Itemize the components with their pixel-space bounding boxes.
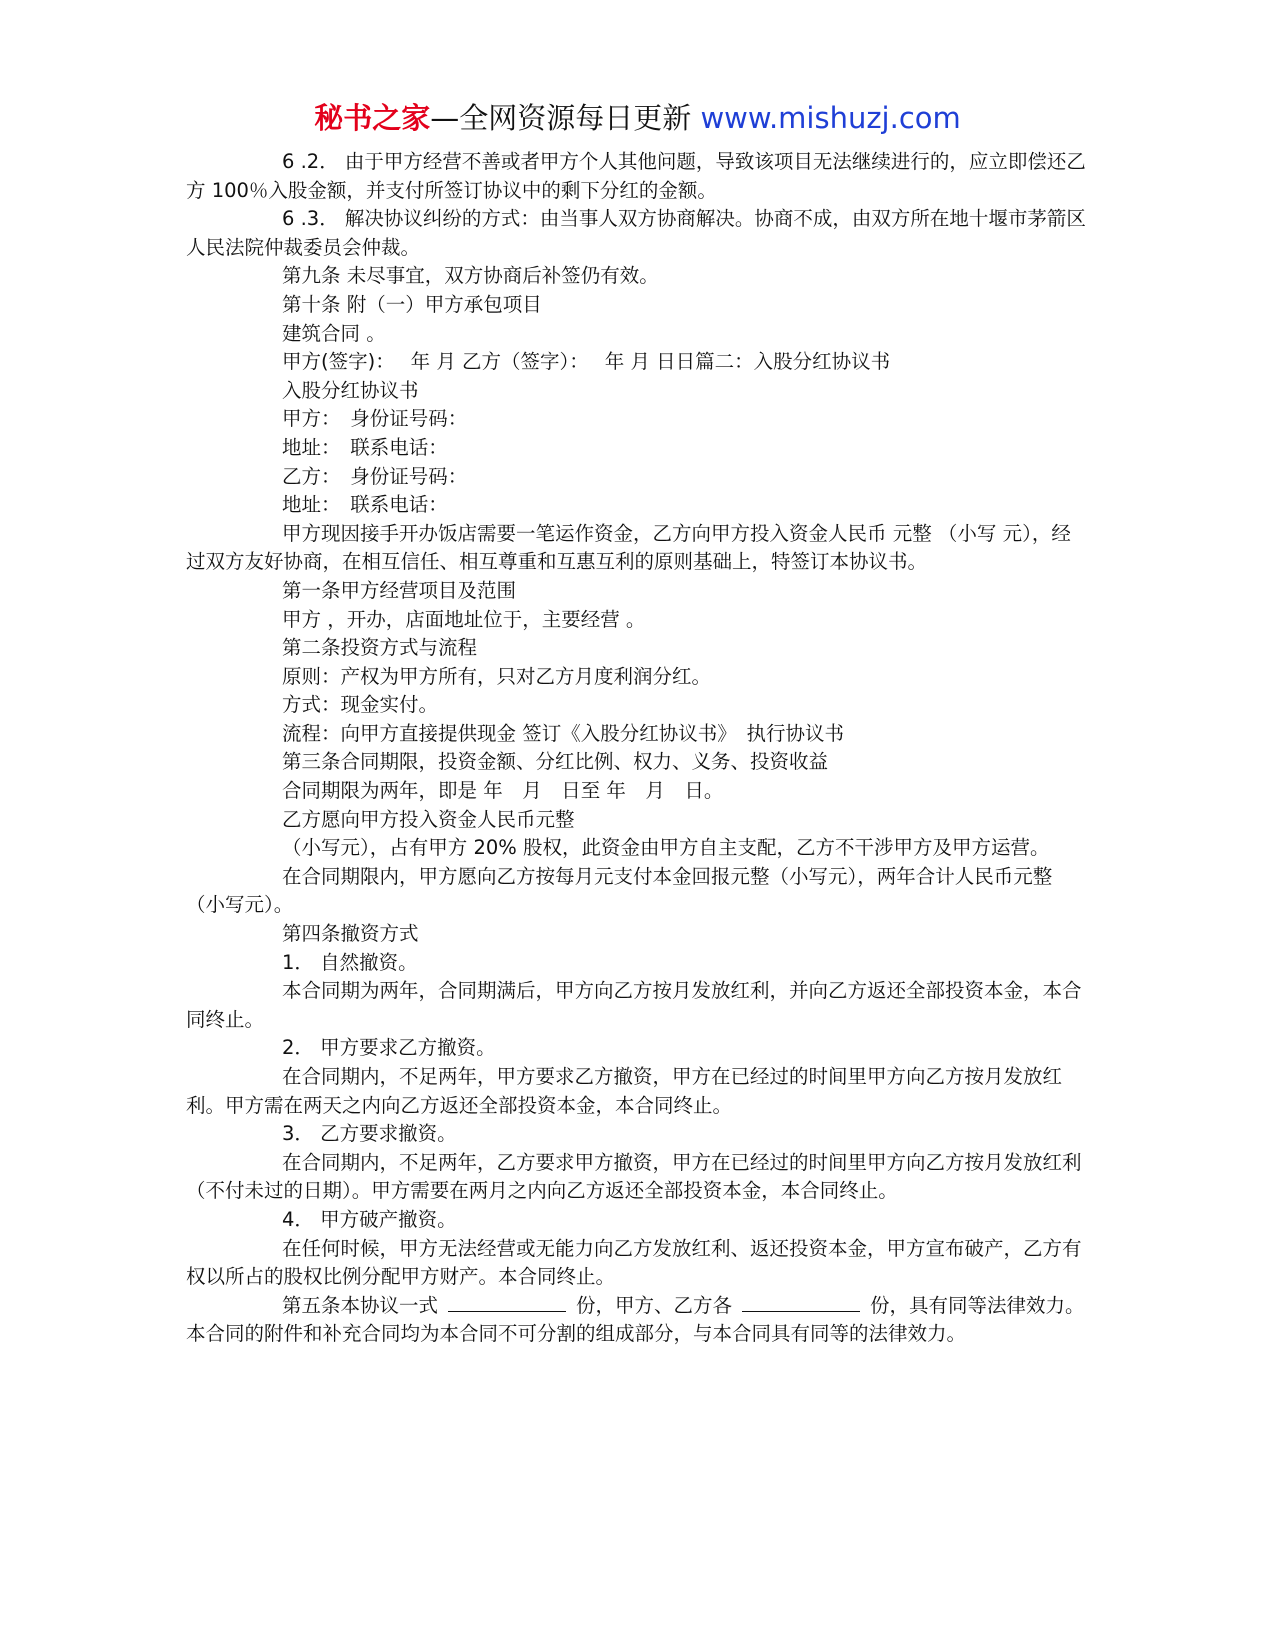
article-5-part3: 份，具有同等法律效力。本合同的附件和补充合同均为本合同不可分割的组成部分，与本合同具有同等的法律效力。 [186,1293,1085,1346]
paragraph-6-2: 6 .2． 由于甲方经营不善或者甲方个人其他问题，导致该项目无法继续进行的，应立即偿还乙方 100％入股金额，并支付所签订协议中的剩下分红的金额。 [186,150,1086,202]
section-title: 入股分红协议书 [282,378,419,402]
article-10: 第十条 附（一）甲方承包项目 [282,292,542,316]
paragraph-6-3: 6 .3． 解决协议纠纷的方式：由当事人双方协商解决。协商不成，由双方所在地十堰市茅箭区人民法院仲裁委员会仲裁。 [186,207,1086,259]
article-1-body: 甲方 ，开办，店面地址位于，主要经营 。 [282,607,646,631]
withdrawal-1-body: 本合同期为两年，合同期满后，甲方向乙方按月发放红利，并向乙方返还全部投资本金，本合同终止。 [186,979,1082,1031]
article-4-heading: 第四条撤资方式 [282,922,419,946]
withdrawal-4-title: 4． 甲方破产撤资。 [282,1207,457,1231]
article-5-part1: 第五条本协议一式 [282,1293,439,1317]
party-a-address-line: 地址： 联系电话： [282,435,448,459]
withdrawal-2-body: 在合同期内，不足两年，甲方要求乙方撤资，甲方在已经过的时间里甲方向乙方按月发放红利。甲方需在两天之内向乙方返还全部投资本金，本合同终止。 [186,1065,1063,1117]
attachment-line: 建筑合同 。 [282,321,386,345]
article-2-process: 流程：向甲方直接提供现金 签订《入股分红协议书》 执行协议书 [282,721,844,745]
party-b-address-line: 地址： 联系电话： [282,493,448,517]
preamble-paragraph: 甲方现因接手开办饭店需要一笔运作资金，乙方向甲方投入资金人民币 元整 （小写 元），经过双方友好协商，在相互信任、相互尊重和互惠互利的原则基础上，特签订本协议书。 [186,521,1071,574]
article-3-investment: 乙方愿向甲方投入资金人民币元整 [282,807,575,831]
withdrawal-3-title: 3． 乙方要求撤资。 [282,1122,457,1146]
site-header [0,98,1275,138]
article-3-term: 合同期限为两年，即是 年 月 日至 年 月 日。 [282,779,724,803]
brand-name: 秘书之家 [314,101,431,135]
article-2-heading: 第二条投资方式与流程 [282,636,478,660]
header-tagline: —全网资源每日更新 [430,101,692,135]
copies-blank-2 [742,1293,860,1312]
party-a-id-line: 甲方： 身份证号码： [282,407,468,431]
article-9: 第九条 未尽事宜，双方协商后补签仍有效。 [282,264,659,288]
article-3-equity: （小写元），占有甲方 20% 股权，此资金由甲方自主支配，乙方不干涉甲方及甲方运营。 [282,836,1050,860]
document-body [186,148,1086,1349]
article-2-method: 方式：现金实付。 [282,693,439,717]
site-url-link[interactable]: www.mishuzj.com [700,101,961,135]
article-5-part2: 份，甲方、乙方各 [576,1293,733,1317]
article-2-principle: 原则：产权为甲方所有，只对乙方月度利润分红。 [282,664,712,688]
signature-line: 甲方(签字)： 年 月 乙方（签字）： 年 月 日日篇二：入股分红协议书 [282,350,891,374]
article-3-heading: 第三条合同期限，投资金额、分红比例、权力、义务、投资收益 [282,750,829,774]
article-1-heading: 第一条甲方经营项目及范围 [282,578,517,602]
copies-blank-1 [448,1293,566,1312]
withdrawal-4-body: 在任何时候，甲方无法经营或无能力向乙方发放红利、返还投资本金，甲方宣布破产，乙方有权以所占的股权比例分配甲方财产。本合同终止。 [186,1236,1082,1289]
withdrawal-1-title: 1． 自然撤资。 [282,950,418,974]
withdrawal-3-body: 在合同期内，不足两年，乙方要求甲方撤资，甲方在已经过的时间里甲方向乙方按月发放红利（不付未过的日期）。甲方需要在两月之内向乙方返还全部投资本金，本合同终止。 [186,1150,1082,1203]
withdrawal-2-title: 2． 甲方要求乙方撤资。 [282,1036,496,1060]
article-5-paragraph [186,1292,1086,1349]
article-3-return: 在合同期限内，甲方愿向乙方按每月元支付本金回报元整（小写元），两年合计人民币元整（小写元）。 [186,864,1053,917]
party-b-id-line: 乙方： 身份证号码： [282,464,468,488]
